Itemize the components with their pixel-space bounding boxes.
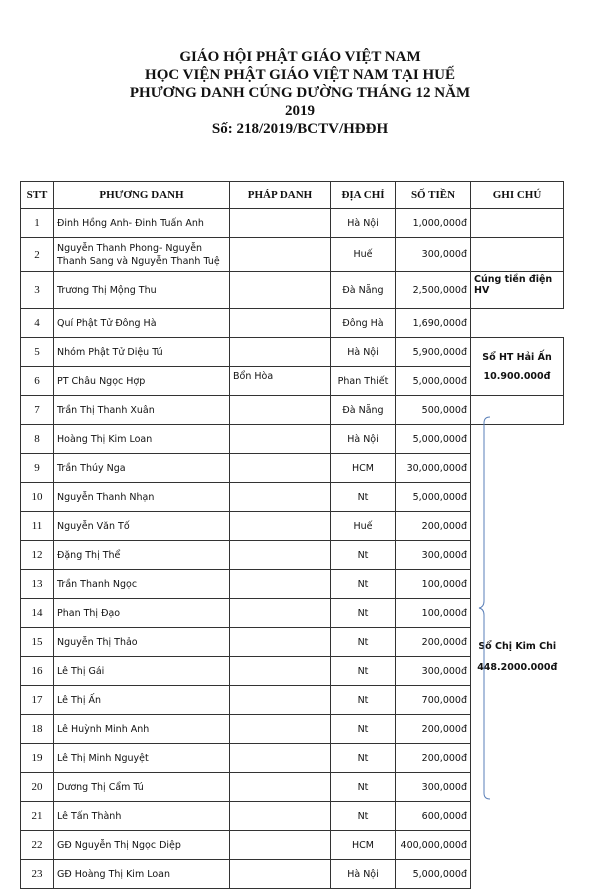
row-stt: 5 xyxy=(21,338,54,367)
group-brace xyxy=(478,415,494,801)
row-name: PT Châu Ngọc Hợp xyxy=(54,367,230,396)
row-phap-danh xyxy=(230,599,331,628)
col-header-phuong-danh: PHƯƠNG DANH xyxy=(54,182,230,209)
row-phap-danh: Bổn Hòa xyxy=(230,367,331,396)
document-header xyxy=(0,48,600,138)
row-so-tien: 300,000đ xyxy=(396,238,471,272)
row-so-tien: 700,000đ xyxy=(396,686,471,715)
row-stt: 20 xyxy=(21,773,54,802)
row-name: Nguyễn Thanh Nhạn xyxy=(54,483,230,512)
row-dia-chi: HCM xyxy=(331,454,396,483)
row-ghi-chu xyxy=(471,238,564,272)
row-so-tien: 5,000,000đ xyxy=(396,367,471,396)
row-phap-danh xyxy=(230,570,331,599)
row-phap-danh xyxy=(230,802,331,831)
row-dia-chi: Nt xyxy=(331,657,396,686)
row-stt: 13 xyxy=(21,570,54,599)
row-phap-danh xyxy=(230,272,331,309)
row-name: GĐ Hoàng Thị Kim Loan xyxy=(54,860,230,889)
row-dia-chi: Nt xyxy=(331,628,396,657)
row-stt: 11 xyxy=(21,512,54,541)
row-phap-danh xyxy=(230,541,331,570)
row-dia-chi: Nt xyxy=(331,802,396,831)
row-phap-danh xyxy=(230,657,331,686)
row-so-tien: 2,500,000đ xyxy=(396,272,471,309)
row-so-tien: 300,000đ xyxy=(396,541,471,570)
row-so-tien: 100,000đ xyxy=(396,570,471,599)
row-name: Đặng Thị Thể xyxy=(54,541,230,570)
row-name: Dương Thị Cẩm Tú xyxy=(54,773,230,802)
row-stt: 18 xyxy=(21,715,54,744)
row-name: Hoàng Thị Kim Loan xyxy=(54,425,230,454)
row-dia-chi: Hà Nội xyxy=(331,338,396,367)
row-so-tien: 200,000đ xyxy=(396,628,471,657)
row-dia-chi: Nt xyxy=(331,599,396,628)
note-so-kim-chi-line1: Sổ Chị Kim Chi xyxy=(478,640,557,652)
row-so-tien: 1,000,000đ xyxy=(396,209,471,238)
row-dia-chi: Hà Nội xyxy=(331,860,396,889)
row-stt: 3 xyxy=(21,272,54,309)
row-stt: 12 xyxy=(21,541,54,570)
row-phap-danh xyxy=(230,744,331,773)
row-name: Trần Thanh Ngọc xyxy=(54,570,230,599)
row-name: GĐ Nguyễn Thị Ngọc Diệp xyxy=(54,831,230,860)
row-phap-danh xyxy=(230,512,331,541)
row-ghi-chu xyxy=(471,209,564,238)
row-dia-chi: HCM xyxy=(331,831,396,860)
row-dia-chi: Nt xyxy=(331,715,396,744)
row-name: Lê Tấn Thành xyxy=(54,802,230,831)
row-so-tien: 5,000,000đ xyxy=(396,860,471,889)
header-line-2: HỌC VIỆN PHẬT GIÁO VIỆT NAM TẠI HUẾ xyxy=(145,67,455,83)
row-name: Trần Thúy Nga xyxy=(54,454,230,483)
row-name: Lê Huỳnh Minh Anh xyxy=(54,715,230,744)
row-name: Nhóm Phật Tử Diệu Tú xyxy=(54,338,230,367)
row-phap-danh xyxy=(230,628,331,657)
row-dia-chi: Phan Thiết xyxy=(331,367,396,396)
row-phap-danh xyxy=(230,715,331,744)
row-dia-chi: Hà Nội xyxy=(331,425,396,454)
row-so-tien: 5,000,000đ xyxy=(396,425,471,454)
row-ghi-chu xyxy=(471,309,564,338)
table-row xyxy=(21,272,564,309)
row-so-tien: 300,000đ xyxy=(396,773,471,802)
row-stt: 9 xyxy=(21,454,54,483)
row-name: Quí Phật Tử Đông Hà xyxy=(54,309,230,338)
table-header-row xyxy=(21,182,564,209)
row-so-tien: 200,000đ xyxy=(396,715,471,744)
row-name: Phan Thị Đạo xyxy=(54,599,230,628)
row-so-tien: 1,690,000đ xyxy=(396,309,471,338)
row-dia-chi: Nt xyxy=(331,483,396,512)
row-phap-danh xyxy=(230,309,331,338)
row-dia-chi: Nt xyxy=(331,744,396,773)
row-stt: 16 xyxy=(21,657,54,686)
row-so-tien: 600,000đ xyxy=(396,802,471,831)
row-phap-danh xyxy=(230,454,331,483)
row-stt: 1 xyxy=(21,209,54,238)
row-so-tien: 5,900,000đ xyxy=(396,338,471,367)
row-dia-chi: Nt xyxy=(331,541,396,570)
row-name: Lê Thị Minh Nguyệt xyxy=(54,744,230,773)
note-tien-dien xyxy=(471,272,564,309)
table-row xyxy=(21,338,564,367)
col-header-dia-chi: ĐỊA CHỈ xyxy=(331,182,396,209)
row-dia-chi: Đông Hà xyxy=(331,309,396,338)
row-stt: 8 xyxy=(21,425,54,454)
table-row xyxy=(21,209,564,238)
row-stt: 21 xyxy=(21,802,54,831)
row-dia-chi: Huế xyxy=(331,512,396,541)
row-so-tien: 200,000đ xyxy=(396,512,471,541)
row-dia-chi: Đà Nẵng xyxy=(331,272,396,309)
row-stt: 19 xyxy=(21,744,54,773)
row-dia-chi: Nt xyxy=(331,686,396,715)
row-name: Nguyễn Thị Thảo xyxy=(54,628,230,657)
row-phap-danh xyxy=(230,338,331,367)
row-dia-chi: Huế xyxy=(331,238,396,272)
row-phap-danh xyxy=(230,238,331,272)
header-line-1: GIÁO HỘI PHẬT GIÁO VIỆT NAM xyxy=(179,49,421,65)
row-so-tien: 5,000,000đ xyxy=(396,483,471,512)
row-phap-danh xyxy=(230,396,331,425)
row-so-tien: 30,000,000đ xyxy=(396,454,471,483)
row-so-tien: 200,000đ xyxy=(396,744,471,773)
row-stt: 17 xyxy=(21,686,54,715)
row-name: Lê Thị Gái xyxy=(54,657,230,686)
col-header-phap-danh: PHÁP DANH xyxy=(230,182,331,209)
row-name: Nguyễn Văn Tố xyxy=(54,512,230,541)
table-row xyxy=(21,238,564,272)
row-name: Lê Thị Ấn xyxy=(54,686,230,715)
row-phap-danh xyxy=(230,860,331,889)
row-stt: 7 xyxy=(21,396,54,425)
note-so-hai-an xyxy=(471,338,564,396)
header-line-3: PHƯƠNG DANH CÚNG DƯỜNG THÁNG 12 NĂM xyxy=(129,85,471,101)
row-name: Trần Thị Thanh Xuân xyxy=(54,396,230,425)
row-so-tien: 400,000,000đ xyxy=(396,831,471,860)
row-stt: 10 xyxy=(21,483,54,512)
row-phap-danh xyxy=(230,483,331,512)
col-header-ghi-chu: GHI CHÚ xyxy=(471,182,564,209)
row-name: Đinh Hồng Anh- Đinh Tuấn Anh xyxy=(54,209,230,238)
note-so-hai-an-line1: Sổ HT Hải Ấn xyxy=(482,351,552,363)
col-header-so-tien: SỐ TIỀN xyxy=(396,182,471,209)
row-name: Trương Thị Mộng Thu xyxy=(54,272,230,309)
col-header-stt: STT xyxy=(21,182,54,209)
row-so-tien: 500,000đ xyxy=(396,396,471,425)
row-name: Nguyễn Thanh Phong- Nguyễn Thanh Sang và Nguyễn Thanh Tuệ xyxy=(54,238,230,272)
row-phap-danh xyxy=(230,209,331,238)
row-phap-danh xyxy=(230,686,331,715)
row-stt: 22 xyxy=(21,831,54,860)
row-phap-danh xyxy=(230,831,331,860)
row-dia-chi: Nt xyxy=(331,570,396,599)
row-stt: 2 xyxy=(21,238,54,272)
row-stt: 4 xyxy=(21,309,54,338)
row-phap-danh xyxy=(230,773,331,802)
note-so-kim-chi-line2: 448.2000.000đ xyxy=(477,661,558,673)
note-so-hai-an-line2: 10.900.000đ xyxy=(483,370,551,382)
document-number: Số: 218/2019/BCTV/HĐĐH xyxy=(211,121,389,137)
header-line-4: 2019 xyxy=(285,103,315,119)
row-dia-chi: Hà Nội xyxy=(331,209,396,238)
row-dia-chi: Đà Nẵng xyxy=(331,396,396,425)
row-so-tien: 300,000đ xyxy=(396,657,471,686)
row-dia-chi: Nt xyxy=(331,773,396,802)
row-phap-danh xyxy=(230,425,331,454)
note-tien-dien-line1: Cúng tiền điện xyxy=(474,274,553,285)
table-row xyxy=(21,309,564,338)
row-stt: 23 xyxy=(21,860,54,889)
row-stt: 6 xyxy=(21,367,54,396)
row-stt: 15 xyxy=(21,628,54,657)
row-so-tien: 100,000đ xyxy=(396,599,471,628)
note-tien-dien-line2: HV xyxy=(474,285,490,296)
row-stt: 14 xyxy=(21,599,54,628)
